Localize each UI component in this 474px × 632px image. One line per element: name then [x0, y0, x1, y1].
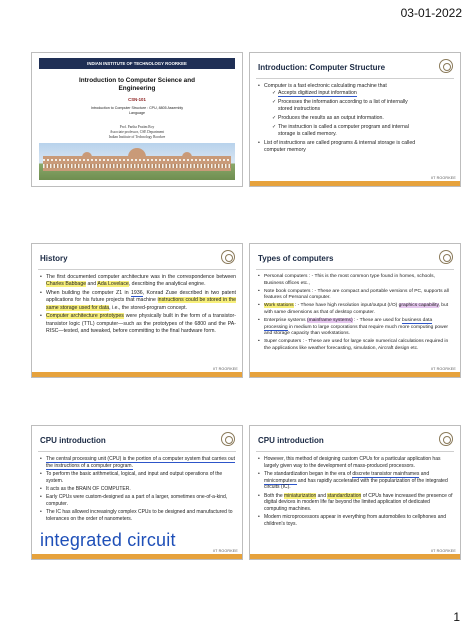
slide-footer-bar	[250, 372, 460, 377]
highlight: Ada Lovelace	[97, 281, 129, 288]
slide-footer-bar	[250, 554, 460, 559]
bullet-text: Modern microprocessors appear in everything from automobiles to cellphones and children's toys.	[264, 514, 447, 527]
bullet-text: and	[86, 281, 98, 288]
highlight: instructions could be stored in the same storage used for data	[46, 297, 236, 311]
course-title-line1: Introduction to Computer Science and	[78, 77, 196, 84]
bullet-text-cont: computer memory	[264, 147, 306, 154]
course-title	[32, 77, 242, 93]
bullet	[258, 471, 454, 491]
bullet-text: , i.e., the stored-program concept.	[109, 304, 188, 311]
bullet	[40, 274, 236, 289]
bullet	[258, 514, 454, 527]
slide-cpu-introduction-2	[249, 425, 461, 560]
bullet-text: Personal computers : - This is the most common type found in homes, schools, Business offices etc.,	[264, 274, 435, 286]
footer-mark: IIT ROORKEE	[430, 176, 456, 180]
heading-divider	[256, 451, 454, 452]
bullet-text: and	[419, 470, 430, 477]
check-text: Accepts digitized input information	[278, 90, 357, 97]
bullet-text: : - These are used for	[352, 318, 402, 324]
bullet-text: Computer is a fast electronic calculating machine that	[264, 83, 387, 89]
highlight: standardization	[327, 492, 362, 499]
bullet-text: The central processing unit (CPU) is the portion of a computer system that carries out the instructions of a computer program.	[46, 456, 235, 469]
underline: minicomputers	[264, 477, 297, 484]
bullet	[40, 471, 236, 484]
bullet-text: Early CPUs were custom-designed as a part of a larger, sometimes one-of-a-kind, computer.	[46, 494, 228, 507]
bullet-text: in medium to large corporations that require much more computing power and storage capacity than workstations.	[264, 324, 449, 337]
lecture-subtitle-line2: Language	[129, 111, 145, 115]
bullet-text: List of instructions are called programs & internal storage is called	[264, 140, 416, 147]
bullet	[258, 456, 454, 469]
check-item	[272, 124, 454, 139]
check-text-cont: storage is called memory.	[278, 131, 337, 138]
bullet-text: , describing the analytical engine.	[128, 281, 206, 288]
bullet-text: Super computers : - These are used for large scale numerical calculations required in the applications like weather forecasting, simulation, Aircraft design etc.	[264, 339, 449, 351]
highlight: Computer architecture prototypes	[46, 313, 124, 320]
heading-divider	[38, 451, 236, 452]
bullet	[258, 289, 454, 302]
slide-body	[40, 456, 236, 524]
footer-mark: IIT ROORKEE	[430, 549, 456, 553]
footer-mark: IIT ROORKEE	[430, 367, 456, 371]
bullet	[40, 290, 236, 312]
check-text: The instruction is called a computer program and internal	[278, 123, 409, 130]
bullet-text: Enterprise systems	[264, 318, 307, 324]
underline: discrete transistor mainframes	[352, 470, 420, 477]
page-date: 03-01-2022	[400, 6, 462, 20]
author-block	[32, 125, 242, 140]
bullet-text: of CPUs have increased the presence of digital devices in modern life far beyond the limited application of dedicated computing machines.	[264, 492, 453, 512]
slide-body	[258, 274, 454, 354]
check-text: Processes the information according to a list of internally	[278, 99, 408, 106]
bullet	[258, 493, 454, 513]
heading-divider	[256, 78, 454, 79]
institute-logo-icon	[221, 432, 235, 446]
footer-mark: IIT ROORKEE	[212, 367, 238, 371]
slide-heading: CPU introduction	[40, 436, 106, 445]
slide-history	[31, 243, 243, 378]
lecture-subtitle-line1: Introduction to Computer Structure : CPU, 8805 Assembly	[90, 106, 184, 110]
slide-heading: History	[40, 254, 68, 263]
bullet	[40, 509, 236, 522]
bullet	[40, 456, 236, 469]
slide-types-of-computers	[249, 243, 461, 378]
bullet	[258, 318, 454, 338]
check-item	[272, 115, 454, 122]
institute-logo-icon	[221, 250, 235, 264]
highlight: miniaturization	[284, 492, 317, 499]
highlight: graphics capability	[398, 303, 439, 309]
highlight: Charles Babbage	[46, 281, 87, 288]
slide-cpu-introduction-1	[31, 425, 243, 560]
slide-footer-bar	[250, 181, 460, 186]
bullet	[40, 494, 236, 507]
bullet	[258, 140, 454, 155]
bullet-text: The first documented computer architecture was in the correspondence between	[46, 274, 236, 280]
heading-divider	[256, 269, 454, 270]
bullet-text: It acts as the BRAIN OF COMPUTER.	[46, 485, 131, 492]
slide-heading: CPU introduction	[258, 436, 324, 445]
underline: business data processing	[264, 318, 433, 330]
slide-computer-structure	[249, 52, 461, 187]
institute-logo-icon	[439, 432, 453, 446]
slide-body	[258, 83, 454, 156]
bullet	[258, 83, 454, 139]
course-code: CSN-101	[128, 97, 146, 102]
author-name: Prof. Partha Pratim Roy	[119, 125, 155, 129]
institute-logo-icon	[439, 250, 453, 264]
campus-building-photo	[39, 143, 235, 180]
bullet-text: Note book computers : - These are compact and portable versions of PC, supports all features of Personal computer.	[264, 288, 449, 301]
course-title-line2: Engineering	[118, 85, 156, 92]
bullet-text: and	[316, 492, 328, 499]
slide-title-page	[31, 52, 243, 187]
check-text-cont: stored instructions	[278, 106, 321, 113]
heading-divider	[38, 269, 236, 270]
photo-building	[43, 156, 231, 171]
bullet-text: When building the computer Z1 in	[46, 290, 132, 297]
underline: 1936	[131, 290, 143, 297]
bullet-text: and has rapidly accelerated with the popularization of the integrated circuits (IC).	[264, 477, 448, 491]
author-role: Associate professor, CSE Department	[109, 130, 165, 134]
bullet-text: were physically built in the form of a transistor-transistor logic (TTL) computer—such as the prototypes of the 6800 and the PA-RISC—tested, and tweaked, before committing to the final hardware form.	[46, 313, 236, 335]
bullet-text: The standardization began in the era of	[264, 470, 353, 477]
slide-body	[258, 456, 454, 529]
bullet-text: , but with same dimensions as that of desktop computer.	[264, 303, 449, 315]
bullet-text: Both the	[264, 492, 285, 499]
bullet	[40, 486, 236, 493]
slide-body	[40, 274, 236, 337]
lecture-subtitle	[42, 106, 232, 116]
institute-logo-icon	[439, 59, 453, 73]
footer-mark: IIT ROORKEE	[212, 549, 238, 553]
handwritten-annotation: integrated circuit	[40, 530, 176, 550]
check-item	[272, 99, 454, 114]
bullet	[40, 313, 236, 335]
bullet-text: However, this method of designing custom CPUs for a particular application has largely given way to the development of mass-produced processors.	[264, 456, 441, 469]
slide-heading: Introduction: Computer Structure	[258, 63, 386, 72]
check-item	[272, 90, 454, 97]
bullet-text: To perform the basic arithmetical, logical, and input and output operations of the system.	[46, 470, 223, 484]
slide-heading: Types of computers	[258, 254, 334, 263]
page-number: 1	[453, 610, 460, 624]
bullet-text: , Konrad Zuse described in two patent applications for his future projects that machine	[46, 290, 236, 304]
slide-footer-bar	[32, 554, 242, 559]
bullet	[258, 274, 454, 287]
bullet-text: The IC has allowed increasingly complex CPUs to be designed and manufactured to tolerances on the order of nanometers.	[46, 508, 233, 522]
bullet	[258, 339, 454, 352]
institute-banner: INDIAN INSTITUTE OF TECHNOLOGY ROORKEE	[39, 58, 235, 69]
author-institute: Indian Institute of Technology Roorkee	[108, 135, 166, 139]
slide-footer-bar	[32, 372, 242, 377]
highlight: (mainframe systems)	[306, 318, 353, 324]
highlight: Work stations	[264, 303, 294, 309]
check-list	[272, 90, 454, 138]
bullet	[258, 303, 454, 316]
check-text: Produces the results as an output information.	[278, 115, 384, 122]
bullet-text: : - These have high resolution input/output (I/O)	[293, 303, 399, 309]
